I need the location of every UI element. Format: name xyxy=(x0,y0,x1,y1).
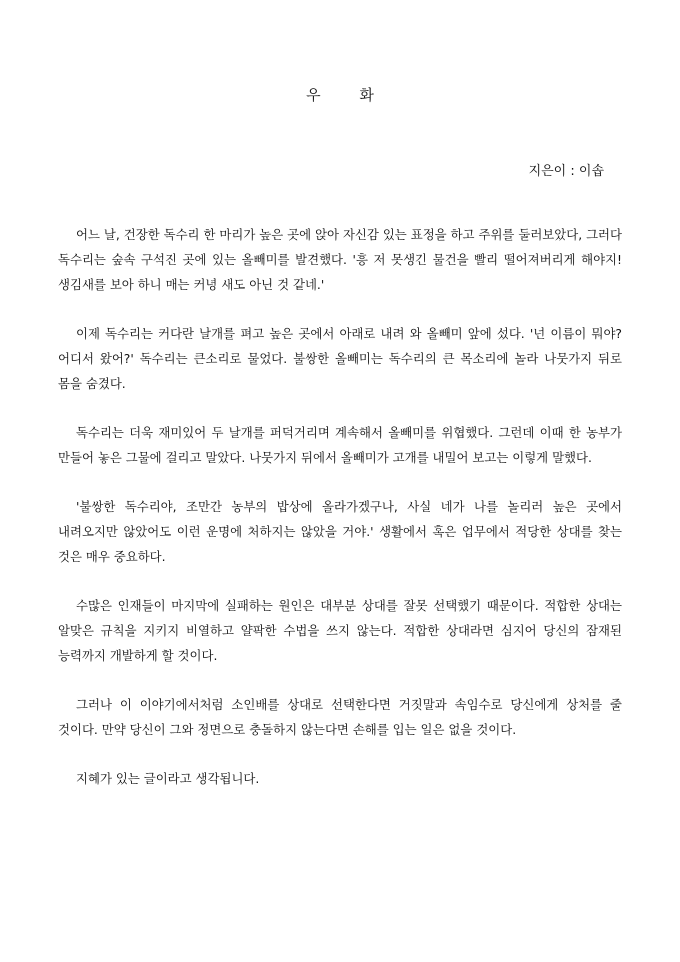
paragraph-5: 수많은 인재들이 마지막에 실패하는 원인은 대부분 상대를 잘못 선택했기 때문이다. 적합한 상대는 알맞은 규칙을 지키지 비열하고 얄팍한 수법을 쓰지 않는다. 적합한 상대라면 심지어 당신의 잠재된 능력까지 개발하게 할 것이다. xyxy=(58,598,622,663)
document-body xyxy=(58,222,622,815)
paragraph-2: 이제 독수리는 커다란 날개를 펴고 높은 곳에서 아래로 내려 와 올빼미 앞에 섰다. '넌 이름이 뭐야? 어디서 왔어?' 독수리는 큰소리로 물었다. 불쌍한 올빼미는 독수리의 큰 목소리에 놀라 나뭇가지 뒤로 몸을 숨겼다. xyxy=(58,326,622,391)
paragraph-6: 그러나 이 이야기에서처럼 소인배를 상대로 선택한다면 거짓말과 속임수로 당신에게 상처를 줄 것이다. 만약 당신이 그와 정면으로 충돌하지 않는다면 손해를 입는 일은 없을 것이다. xyxy=(58,697,622,737)
paragraph-7: 지혜가 있는 글이라고 생각됩니다. xyxy=(76,771,260,786)
paragraph-1: 어느 날, 건장한 독수리 한 마리가 높은 곳에 앉아 자신감 있는 표정을 하고 주위를 둘러보았다, 그러다 독수리는 숲속 구석진 곳에 있는 올빼미를 발견했다. '흥 저 못생긴 물건을 빨리 떨어져버리게 해야지! 생김새를 보아 하니 매는 커녕 새도 아닌 것 같네.' xyxy=(58,227,622,292)
paragraph-3: 독수리는 더욱 재미있어 두 날개를 퍼덕거리며 계속해서 올빼미를 위협했다. 그런데 이때 한 농부가 만들어 놓은 그물에 걸리고 말았다. 나뭇가지 뒤에서 올빼미가 고개를 내밀어 보고는 이렇게 말했다. xyxy=(58,425,622,465)
document-title: 우 화 xyxy=(306,86,374,104)
author-line: 지은이 : 이솝 xyxy=(528,164,604,179)
paragraph-4: '불쌍한 독수리야, 조만간 농부의 밥상에 올라가겠구나, 사실 네가 나를 놀리러 높은 곳에서 내려오지만 않았어도 이런 운명에 처하지는 않았을 거야.' 생활에서 혹은 업무에서 적당한 상대를 찾는 것은 매우 중요하다. xyxy=(58,499,622,564)
